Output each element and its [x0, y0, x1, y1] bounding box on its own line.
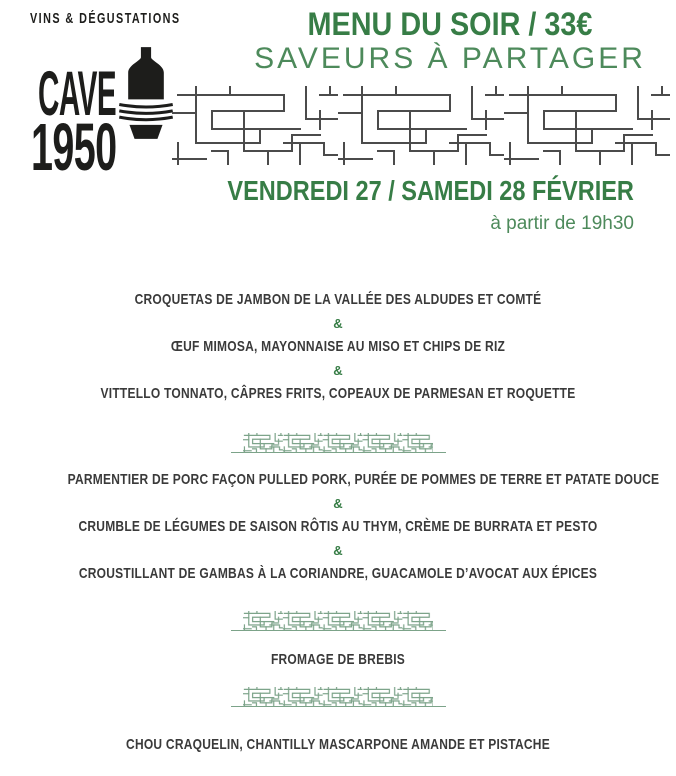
event-dates: VENDREDI 27 / SAMEDI 28 FÉVRIER	[227, 175, 634, 206]
wine-bottle-icon	[118, 47, 174, 139]
header-title-block	[240, 6, 660, 75]
dish-line: PARMENTIER DE PORC FAÇON PULLED PORK, PURÉE DE POMMES DE TERRE ET PATATE DOUCE	[67, 471, 660, 488]
dish-line: ŒUF MIMOSA, MAYONNAISE AU MISO ET CHIPS DE RIZ	[170, 338, 506, 355]
ampersand: &	[333, 316, 343, 331]
menu-body	[0, 288, 676, 757]
maze-pattern-separator	[231, 433, 446, 453]
maze-pattern-band	[172, 85, 670, 165]
brand-logo	[28, 8, 188, 185]
dish-line: VITTELLO TONNATO, CÂPRES FRITS, COPEAUX DE PARMESAN ET ROQUETTE	[100, 385, 576, 402]
ampersand: &	[333, 363, 343, 378]
dish-line-dessert: CHOU CRAQUELIN, CHANTILLY MASCARPONE AMANDE ET PISTACHE	[126, 736, 550, 753]
brand-year: 1950	[31, 110, 117, 185]
dish-line: CRUMBLE DE LÉGUMES DE SAISON RÔTIS AU THYM, CRÈME DE BURRATA ET PESTO	[78, 518, 598, 535]
menu-title: MENU DU SOIR / 33€	[307, 6, 593, 42]
ampersand: &	[333, 543, 343, 558]
dish-line: CROQUETAS DE JAMBON DE LA VALLÉE DES ALDUDES ET COMTÉ	[134, 291, 542, 308]
brand-tagline: VINS & DÉGUSTATIONS	[30, 10, 181, 27]
dish-line: CROUSTILLANT DE GAMBAS À LA CORIANDRE, GUACAMOLE D’AVOCAT AUX ÉPICES	[78, 565, 598, 582]
dates-block	[150, 175, 634, 234]
start-time: à partir de 19h30	[490, 213, 634, 234]
maze-pattern-separator	[231, 611, 446, 631]
ampersand: &	[333, 496, 343, 511]
maze-pattern-separator	[231, 687, 446, 707]
dish-line-cheese: FROMAGE DE BREBIS	[270, 651, 406, 668]
brand-name: CAVE	[38, 59, 117, 129]
menu-subtitle: SAVEURS À PARTAGER	[254, 42, 646, 75]
